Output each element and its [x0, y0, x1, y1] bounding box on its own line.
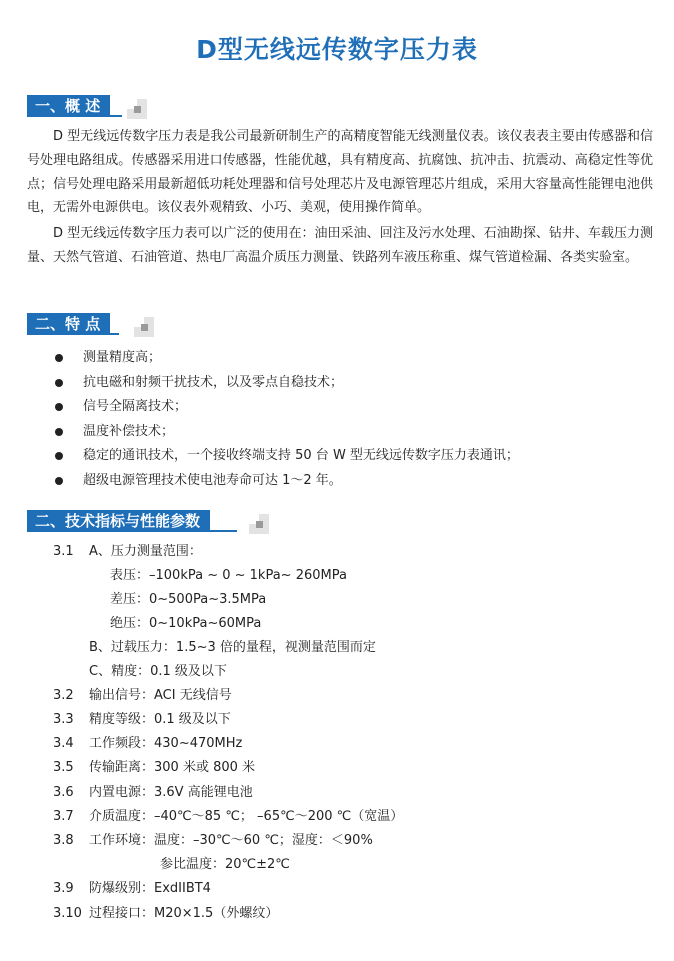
list-item: 稳定的通讯技术，一个接收终端支持 50 台 W 型无线远传数字压力表通讯； — [53, 444, 519, 469]
page-title: D型无线远传数字压力表 — [196, 35, 478, 64]
spec-number: 3.7 — [53, 809, 74, 824]
spec-text: 表压：–100kPa ~ 0 ~ 1kPa~ 260MPa — [110, 568, 347, 583]
spec-number: 3.3 — [53, 712, 74, 727]
feature-list — [53, 346, 519, 493]
section-title-specs: 二、技术指标与性能参数 — [27, 510, 210, 532]
spec-number: 3.6 — [53, 785, 74, 800]
spec-text: 精度等级：0.1 级及以下 — [89, 712, 231, 727]
bullet-icon — [55, 452, 63, 460]
list-item: 信号全隔离技术； — [53, 395, 519, 420]
spec-text: 绝压：0~10kPa~60MPa — [110, 616, 262, 631]
spec-number: 3.2 — [53, 688, 74, 703]
bullet-icon — [55, 403, 63, 411]
spec-number: 3.5 — [53, 760, 74, 775]
list-item: 测量精度高； — [53, 346, 519, 371]
spec-text: 防爆级别：ExdIIBT4 — [89, 881, 211, 896]
spec-text: C、精度：0.1 级及以下 — [89, 664, 227, 679]
section-decoration — [127, 99, 147, 119]
bullet-icon — [55, 354, 63, 362]
section-title-features: 二、特 点 — [27, 313, 110, 335]
bullet-icon — [55, 379, 63, 387]
spec-text: 工作频段：430~470MHz — [89, 736, 243, 751]
spec-text: 传输距离：300 米或 800 米 — [89, 760, 256, 775]
list-item: 超级电源管理技术使电池寿命可达 1～2 年。 — [53, 469, 519, 494]
spec-text: A、压力测量范围： — [89, 544, 202, 559]
overview-paragraph-1: D 型无线远传数字压力表是我公司最新研制生产的高精度智能无线测量仪表。该仪表表主要由传感器和信号处理电路组成。传感器采用进口传感器，性能优越，具有精度高、抗腐蚀、抗冲击、抗震动、高稳定性等优点；信号处理电路采用最新超低功耗处理器和信号处理芯片及电源管理芯片组成，采用大容量高性能锂电池供电，无需外电源供电。该仪表外观精致、小巧、美观，使用操作简单。 — [27, 129, 653, 216]
spec-number: 3.10 — [53, 906, 82, 921]
section-decoration — [134, 317, 154, 337]
spec-text: 内置电源：3.6V 高能锂电池 — [89, 785, 253, 800]
bullet-icon — [55, 428, 63, 436]
spec-number: 3.1 — [53, 544, 74, 559]
list-item: 温度补偿技术； — [53, 420, 519, 445]
spec-text: 工作环境：温度：–30℃～60 ℃；湿度：＜90% — [89, 833, 373, 848]
overview-paragraph-2: D 型无线远传数字压力表可以广泛的使用在：油田采油、回注及污水处理、石油勘探、钻井、车载压力测量、天然气管道、石油管道、热电厂高温介质压力测量、铁路列车液压称重、煤气管道检漏、各类实验室。 — [27, 226, 653, 265]
spec-text: 介质温度：–40℃～85 ℃； –65℃～200 ℃（宽温） — [89, 809, 404, 824]
list-item: 抗电磁和射频干扰技术，以及零点自稳技术； — [53, 371, 519, 396]
spec-number: 3.8 — [53, 833, 74, 848]
spec-text: 输出信号：ACI 无线信号 — [89, 688, 232, 703]
spec-number: 3.9 — [53, 881, 74, 896]
section-title-overview: 一、概 述 — [27, 95, 110, 117]
spec-text: 差压：0~500Pa~3.5MPa — [110, 592, 267, 607]
spec-text: B、过载压力：1.5~3 倍的量程，视测量范围而定 — [89, 640, 376, 655]
spec-number: 3.4 — [53, 736, 74, 751]
section-decoration — [249, 514, 269, 534]
bullet-icon — [55, 477, 63, 485]
spec-text: 参比温度：20℃±2℃ — [160, 857, 290, 872]
spec-text: 过程接口：M20×1.5（外螺纹） — [89, 906, 279, 921]
